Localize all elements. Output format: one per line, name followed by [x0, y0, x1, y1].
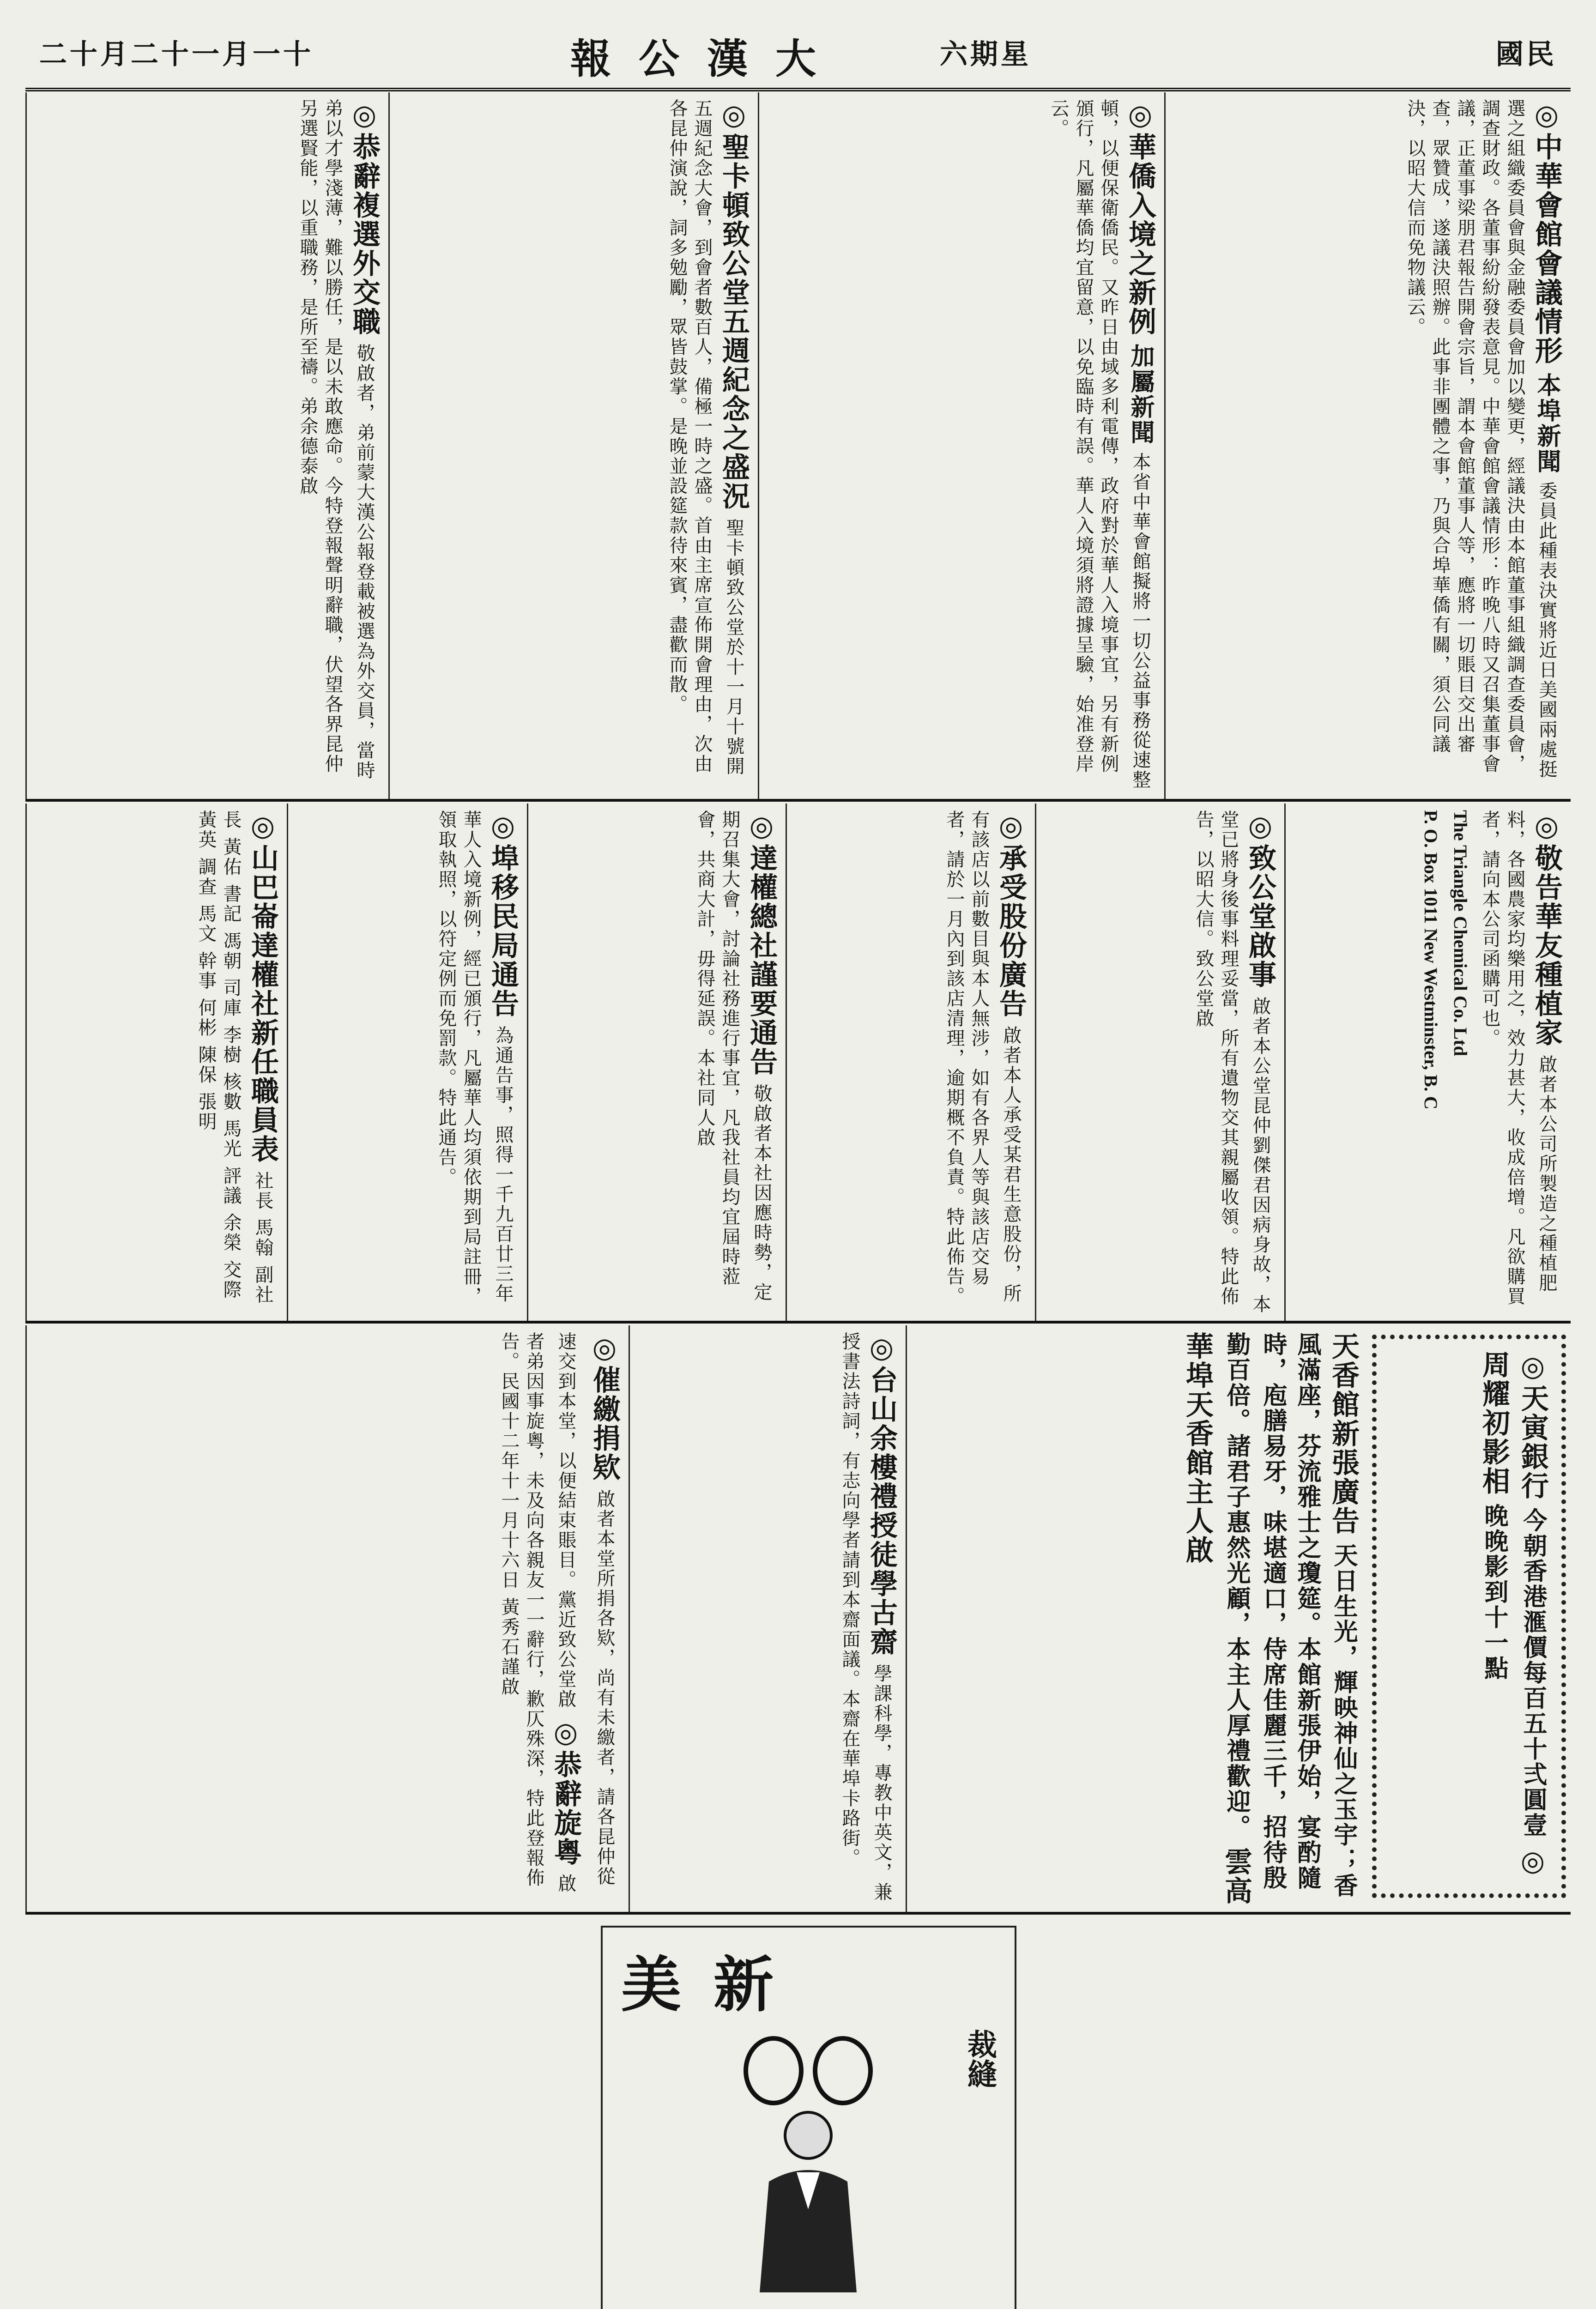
masthead-publication: 國民: [1496, 38, 1557, 71]
article-subheading: 加屬新聞: [1126, 343, 1155, 445]
notice-body: 啟者本堂所捐各欵，尚有未繳者，請各昆仲從速交到本堂，以便結束賬目。黨近致公堂啟: [555, 1332, 615, 1886]
notice-column: [287, 804, 527, 1321]
notice-body: 啟者弟因事旋粵，未及向各親友一一辭行，歉仄殊深，特此登報佈告。民國十二年十一月十六日 黃秀石謹啟: [498, 1332, 576, 1894]
scissors-tailor-illustration: [704, 2034, 917, 2292]
notice-column: [527, 804, 786, 1321]
masthead: [25, 18, 1571, 91]
article-body: 聖卡頓致公堂於十一月十號開五週紀念大會，到會者數百人，備極一時之盛。首由主席宣佈開會理由，次由各昆仲演說，詞多勉勵，眾皆鼓掌。是晚並設筵款待來賓，盡歡而散。: [666, 99, 744, 776]
section-tailor-ad: [25, 1916, 1571, 2309]
ad-body: 學課科學，專教中英文，兼授書法詩詞，有志向學者請到本齋面議。本齋在華埠卡路街。: [839, 1332, 892, 1902]
notice-body: 啟者本公司所製造之種植肥料，各國農家均樂用之，效力甚大，收成倍增。凡欲購買者，請向本公司函購可也。: [1479, 810, 1557, 1306]
ad-body: 天日生光，輝映神仙之玉宇；香風滿座，芬流雅士之瓊筵。本館新張伊始，宴酌隨時，庖膳易牙，味堪適口，侍席佳麗三千，招待殷勤百倍。諸君子惠然光顧，本主人厚禮歡迎。: [1222, 1332, 1358, 1898]
notice-column: [1035, 804, 1284, 1321]
notice-heading: ◎承受股份廣告: [995, 810, 1027, 1018]
notice-body: 啟者本人承受某君生意股份，所有該店以前數目與本人無涉，如有各界人等與該店交易者，請於一月內到該店清理，逾期概不負責。特此佈告。: [943, 810, 1022, 1306]
notice-heading: ◎催繳捐欵: [588, 1332, 621, 1482]
ad-heading: ◎台山余樓禮授徒學古齋: [865, 1332, 898, 1656]
tailor-ad: [601, 1926, 1016, 2309]
company-name: The Triangle Chemical Co. Ltd: [1450, 810, 1471, 1056]
notice-heading: ◎致公堂啟事: [1244, 810, 1276, 989]
article-heading: ◎華僑入境之新例: [1124, 99, 1156, 336]
notice-body: 啟者本公堂昆仲劉傑君因病身故，本堂已將身後事料理妥當，所有遺物交其親屬收領。特此佈告，以昭大信。致公堂啟: [1193, 810, 1271, 1314]
section-notices: [25, 804, 1571, 1324]
notice-heading: ◎恭辭旋粵: [550, 1716, 582, 1867]
article-body: 委員此種表決實將近日美國兩處挺選之組織委員會與金融委員會加以變更，經議決由本館董事組織調查委員會，調查財政。各董事紛紛發表意見。中華會館會議情形：昨晚八時又召集董事會議，正董事梁朋君報告開會宗旨，謂本會館董事人等，應將一切賬目交出審查，眾贊成，遂議決照辦。此事非團體之事，乃與合埠華僑有關，須公同議決，以昭大信而免物議云。: [1404, 99, 1557, 780]
section-advertisements: [25, 1325, 1571, 1915]
restaurant-ad: [906, 1325, 1367, 1912]
ad-body: 晚晚影到十一點: [1480, 1503, 1508, 1681]
ad-heading: 天香館新張廣告: [1327, 1332, 1360, 1535]
notice-heading: ◎達權總社謹要通告: [745, 810, 778, 1076]
masthead-weekday: 六期星: [940, 38, 1031, 71]
notice-heading: ◎敬告華友種植家: [1530, 810, 1563, 1047]
school-ad: [629, 1325, 906, 1912]
article-heading: ◎中華會館會議情形: [1530, 99, 1563, 365]
ad-heading: ◎周耀初影相: [1478, 1350, 1549, 1879]
notice-heading: ◎山巴崙達權社新任職員表: [247, 810, 279, 1164]
ad-body: 今朝香港滙價每百五十弍圓壹: [1519, 1507, 1547, 1838]
article-column: [1164, 92, 1571, 799]
company-address: P. O. Box 1011 New Westminster, B. C: [1421, 810, 1441, 1110]
notice-column: [25, 804, 287, 1321]
article-heading: ◎聖卡頓致公堂五週紀念之盛況: [718, 99, 750, 511]
notice-body: 敬啟者本社因應時勢，定期召集大會，討論社務進行事宜，凡我社員均宜屆時蒞會，共商大計，毋得延誤。本社同人啟: [694, 810, 772, 1302]
tailor-logo: 美新: [621, 1949, 806, 2020]
notice-column: [786, 804, 1035, 1321]
notice-body: 為通告事，照得一千九百廿三年華人入境新例，經已頒行，凡屬華人均須依期到局註冊，領取執照，以符定例而免罰款。特此通告。: [435, 810, 514, 1306]
notice-column: [1284, 804, 1571, 1321]
article-body: 本省中華會館擬將一切公益事務從速整頓，以便保衛僑民。又昨日由域多利電傳，政府對於華人入境事宜，另有新例頒行，凡屬華僑均宜留意，以免臨時有誤。華人入境須將證據呈驗，始准登岸云。: [1048, 99, 1151, 790]
bank-ad: [1381, 1344, 1557, 1893]
notice-body: 社長 馬翰 副社長 黃佑 書記 馮朝 司庫 李樹 核數 馬光 評議 余榮 交際 黃英 調查 馬文 幹事 何彬 陳保 張明: [195, 810, 273, 1305]
notice-heading: ◎埠移民局通告: [487, 810, 519, 1018]
ad-heading: ◎天寅銀行: [1517, 1350, 1549, 1500]
article-column: [388, 92, 758, 799]
article-column: [25, 92, 388, 799]
section-local-news: [25, 92, 1571, 802]
newspaper-page: [25, 18, 1571, 2309]
ad-signature: 雲高華埠天香館主人啟: [1181, 1332, 1252, 1905]
notice-column: [25, 1325, 629, 1912]
tailor-subtitle: 裁縫: [962, 2029, 997, 2088]
article-subheading: 本埠新聞: [1533, 372, 1561, 474]
masthead-title: 報公漢大: [570, 35, 844, 83]
article-column: [758, 92, 1164, 799]
article-heading: ◎恭辭複選外交職: [348, 99, 381, 336]
article-body: 敬啟者，弟前蒙大漢公報登載被選為外交員，當時弟以才學淺薄，難以勝任，是以未敢應命。今特登報聲明辭職，伏望各界昆仲另選賢能，以重職務，是所至禱。弟余德泰啟: [297, 99, 375, 780]
masthead-date: 二十月二十一月一十: [39, 38, 314, 71]
